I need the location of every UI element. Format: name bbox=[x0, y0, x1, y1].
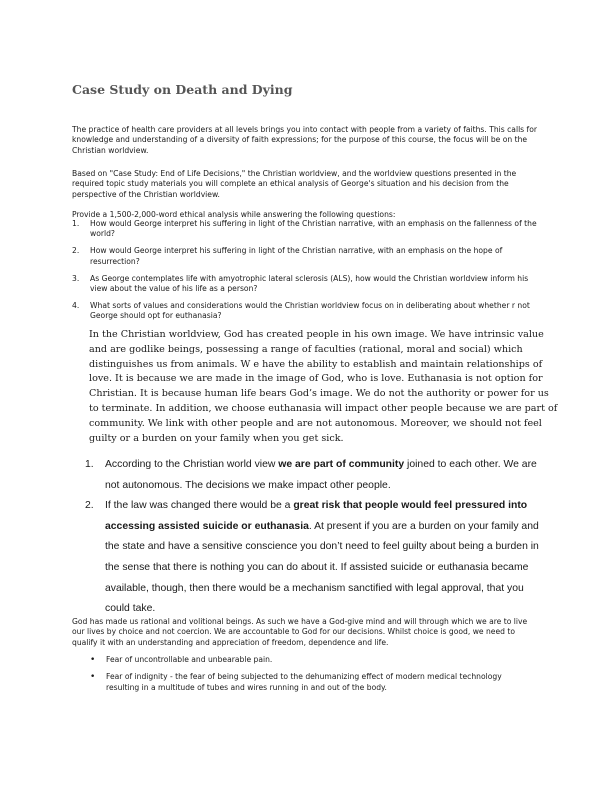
question-number: 3. bbox=[72, 273, 80, 283]
point-text-bold: great risk that people would feel pressured into accessing assisted suicide or euthanasia bbox=[105, 500, 528, 532]
question-item bbox=[72, 274, 542, 295]
point-text-after: joined to each other. We are not autonomous. The decisions we make impact other people. bbox=[105, 459, 537, 491]
bullet-item bbox=[88, 672, 528, 693]
bullet-icon: • bbox=[90, 672, 96, 683]
question-text: How would George interpret his suffering in light of the Christian narrative, with an emphasis on the fallenness of the world? bbox=[90, 219, 537, 239]
point-text-after: . At present if you are a burden on your family and the state and have a sensitive conscience you don’t need to feel guilty about being a burden in the sense that there is nothing you can do about it. If assisted suicide or euthanasia became available, though, then there would be a mechanism sanctified with legal approval, that you could take. bbox=[105, 520, 539, 615]
argument-point bbox=[85, 496, 545, 620]
question-text: As George contemplates life with amyotrophic lateral sclerosis (ALS), how would the Christian worldview inform his view about the value of his life as a person? bbox=[90, 273, 529, 294]
point-number: 1. bbox=[85, 459, 94, 470]
assignment-prompt: Provide a 1,500-2,000-word ethical analysis while answering the following questions: bbox=[72, 210, 396, 219]
intro-paragraph-1: The practice of health care providers at all levels brings you into contact with people from a variety of faiths. This calls for knowledge and understanding of a diversity of faith expressions; for the purpose of this course, the focus will be on the Christian worldview. bbox=[72, 125, 537, 155]
bullet-icon: • bbox=[90, 655, 96, 665]
question-item bbox=[72, 246, 542, 267]
argument-points-list bbox=[85, 455, 545, 620]
point-text-bold: we are part of community bbox=[278, 459, 405, 470]
question-number: 1. bbox=[72, 219, 80, 228]
bullet-item bbox=[88, 655, 528, 665]
question-list bbox=[72, 219, 542, 328]
point-text-before: If the law was changed there would be a bbox=[105, 500, 294, 512]
fears-bullet-list bbox=[88, 655, 528, 700]
bullet-text: Fear of uncontrollable and unbearable pain. bbox=[106, 655, 273, 664]
question-number: 4. bbox=[72, 300, 80, 310]
question-item bbox=[72, 219, 542, 240]
intro-paragraph-2: Based on "Case Study: End of Life Decisions," the Christian worldview, and the worldview questions presented in the required topic study materials you will complete an ethical analysis of George's situation and his decision from the perspective of the Christian worldview. bbox=[72, 169, 517, 199]
point-number: 2. bbox=[85, 500, 94, 512]
question-text: How would George interpret his suffering in light of the Christian narrative, with an emphasis on the hope of resurrection? bbox=[90, 246, 503, 266]
question-text: What sorts of values and considerations would the Christian worldview focus on in deliberating about whether r not George should opt for euthanasia? bbox=[90, 300, 530, 321]
bullet-text: Fear of indignity - the fear of being subjected to the dehumanizing effect of modern medical technology resulting in a multitude of tubes and wires running in and out of the body. bbox=[106, 672, 502, 692]
point-text-before: According to the Christian world view bbox=[105, 459, 279, 470]
god-paragraph: God has made us rational and volitional beings. As such we have a God-give mind and will through which we are to live our lives by choice and not coercion. We are accountable to God for our decisions. Whilst choice is good, we need to qualify it with an understanding and appreciation of freedom, dependence and life. bbox=[72, 617, 528, 647]
argument-point bbox=[85, 455, 545, 496]
document-title: Case Study on Death and Dying bbox=[72, 82, 293, 97]
question-number: 2. bbox=[72, 246, 80, 256]
question-item bbox=[72, 301, 542, 322]
answer-paragraph: In the Christian worldview, God has created people in his own image. We have intrinsic value and are godlike beings, possessing a range of faculties (rational, moral and social) which distinguishes us from animals. W e have the ability to establish and maintain relationships of love. It is because we are made in the image of God, who is love. Euthanasia is not option for Christian. It is because human life bears God’s image. We do not the authority or power for us to terminate. In addition, we choose euthanasia will impact other people because we are part of community. We link with other people and are not autonomous. Moreover, we should not feel guilty or a burden on your family when you get sick. bbox=[89, 329, 558, 444]
